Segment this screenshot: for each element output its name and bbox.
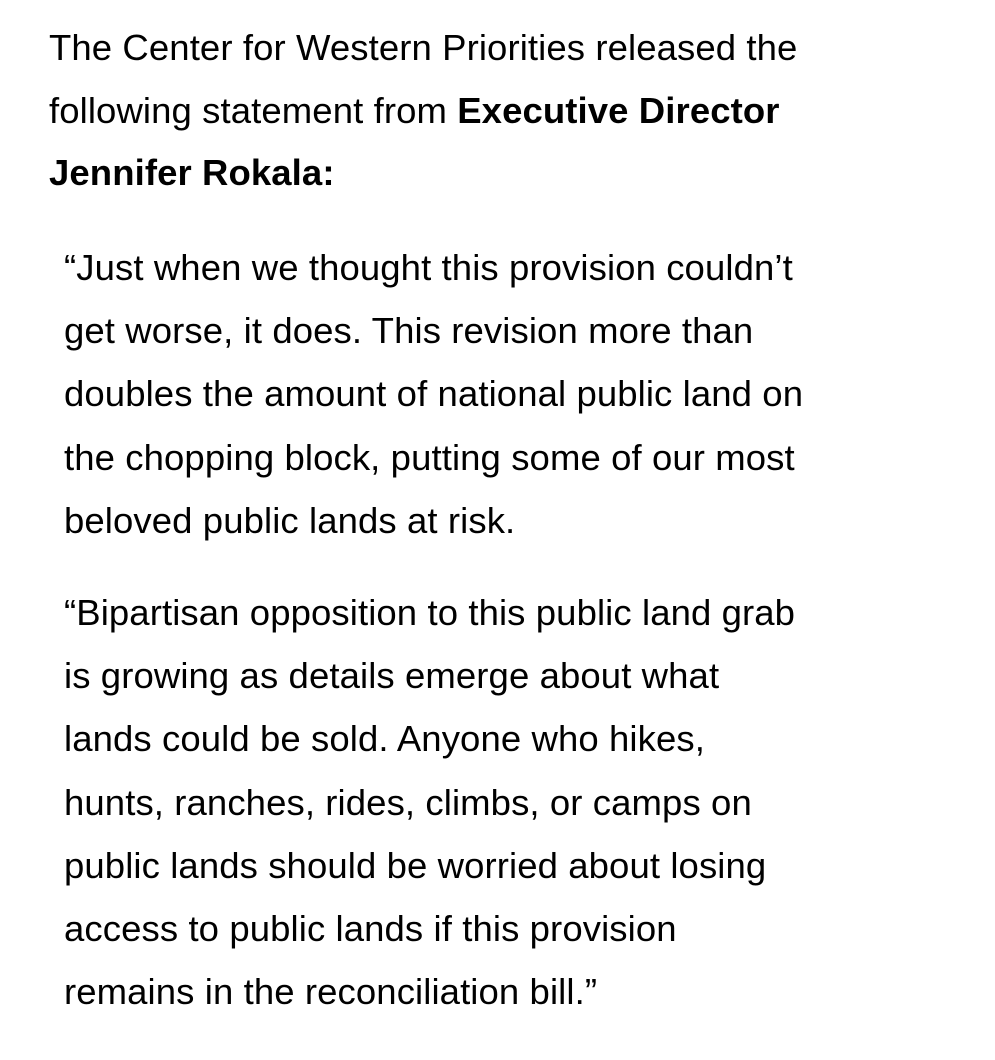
speaker-title: Executive Director [457, 89, 780, 131]
intro-paragraph [49, 17, 959, 205]
intro-line [49, 142, 959, 205]
quote-line: the chopping block, putting some of our most [64, 436, 795, 478]
quote-paragraph-1 [64, 236, 964, 552]
quote-line: beloved public lands at risk. [64, 499, 516, 541]
intro-line-text: following statement from [49, 89, 458, 131]
quote-line: is growing as details emerge about what [64, 655, 720, 697]
quote-line: access to public lands if this provision [64, 908, 677, 950]
quote-line: get worse, it does. This revision more than [64, 310, 754, 352]
speaker-name: Jennifer Rokala: [49, 152, 335, 193]
quote-line: “Bipartisan opposition to this public land grab [64, 592, 796, 633]
quote-paragraph-2 [64, 581, 964, 1023]
quote-line: doubles the amount of national public land on [64, 373, 804, 415]
quote-line: lands could be sold. Anyone who hikes, [64, 718, 705, 760]
quote-line: public lands should be worried about losing [64, 844, 767, 886]
quote-line: hunts, ranches, rides, climbs, or camps on [64, 781, 752, 823]
intro-line [49, 80, 959, 143]
quote-line: remains in the reconciliation bill.” [64, 971, 598, 1013]
quote-line: “Just when we thought this provision couldn’t [64, 247, 793, 288]
intro-line: The Center for Western Priorities released the [49, 27, 798, 68]
